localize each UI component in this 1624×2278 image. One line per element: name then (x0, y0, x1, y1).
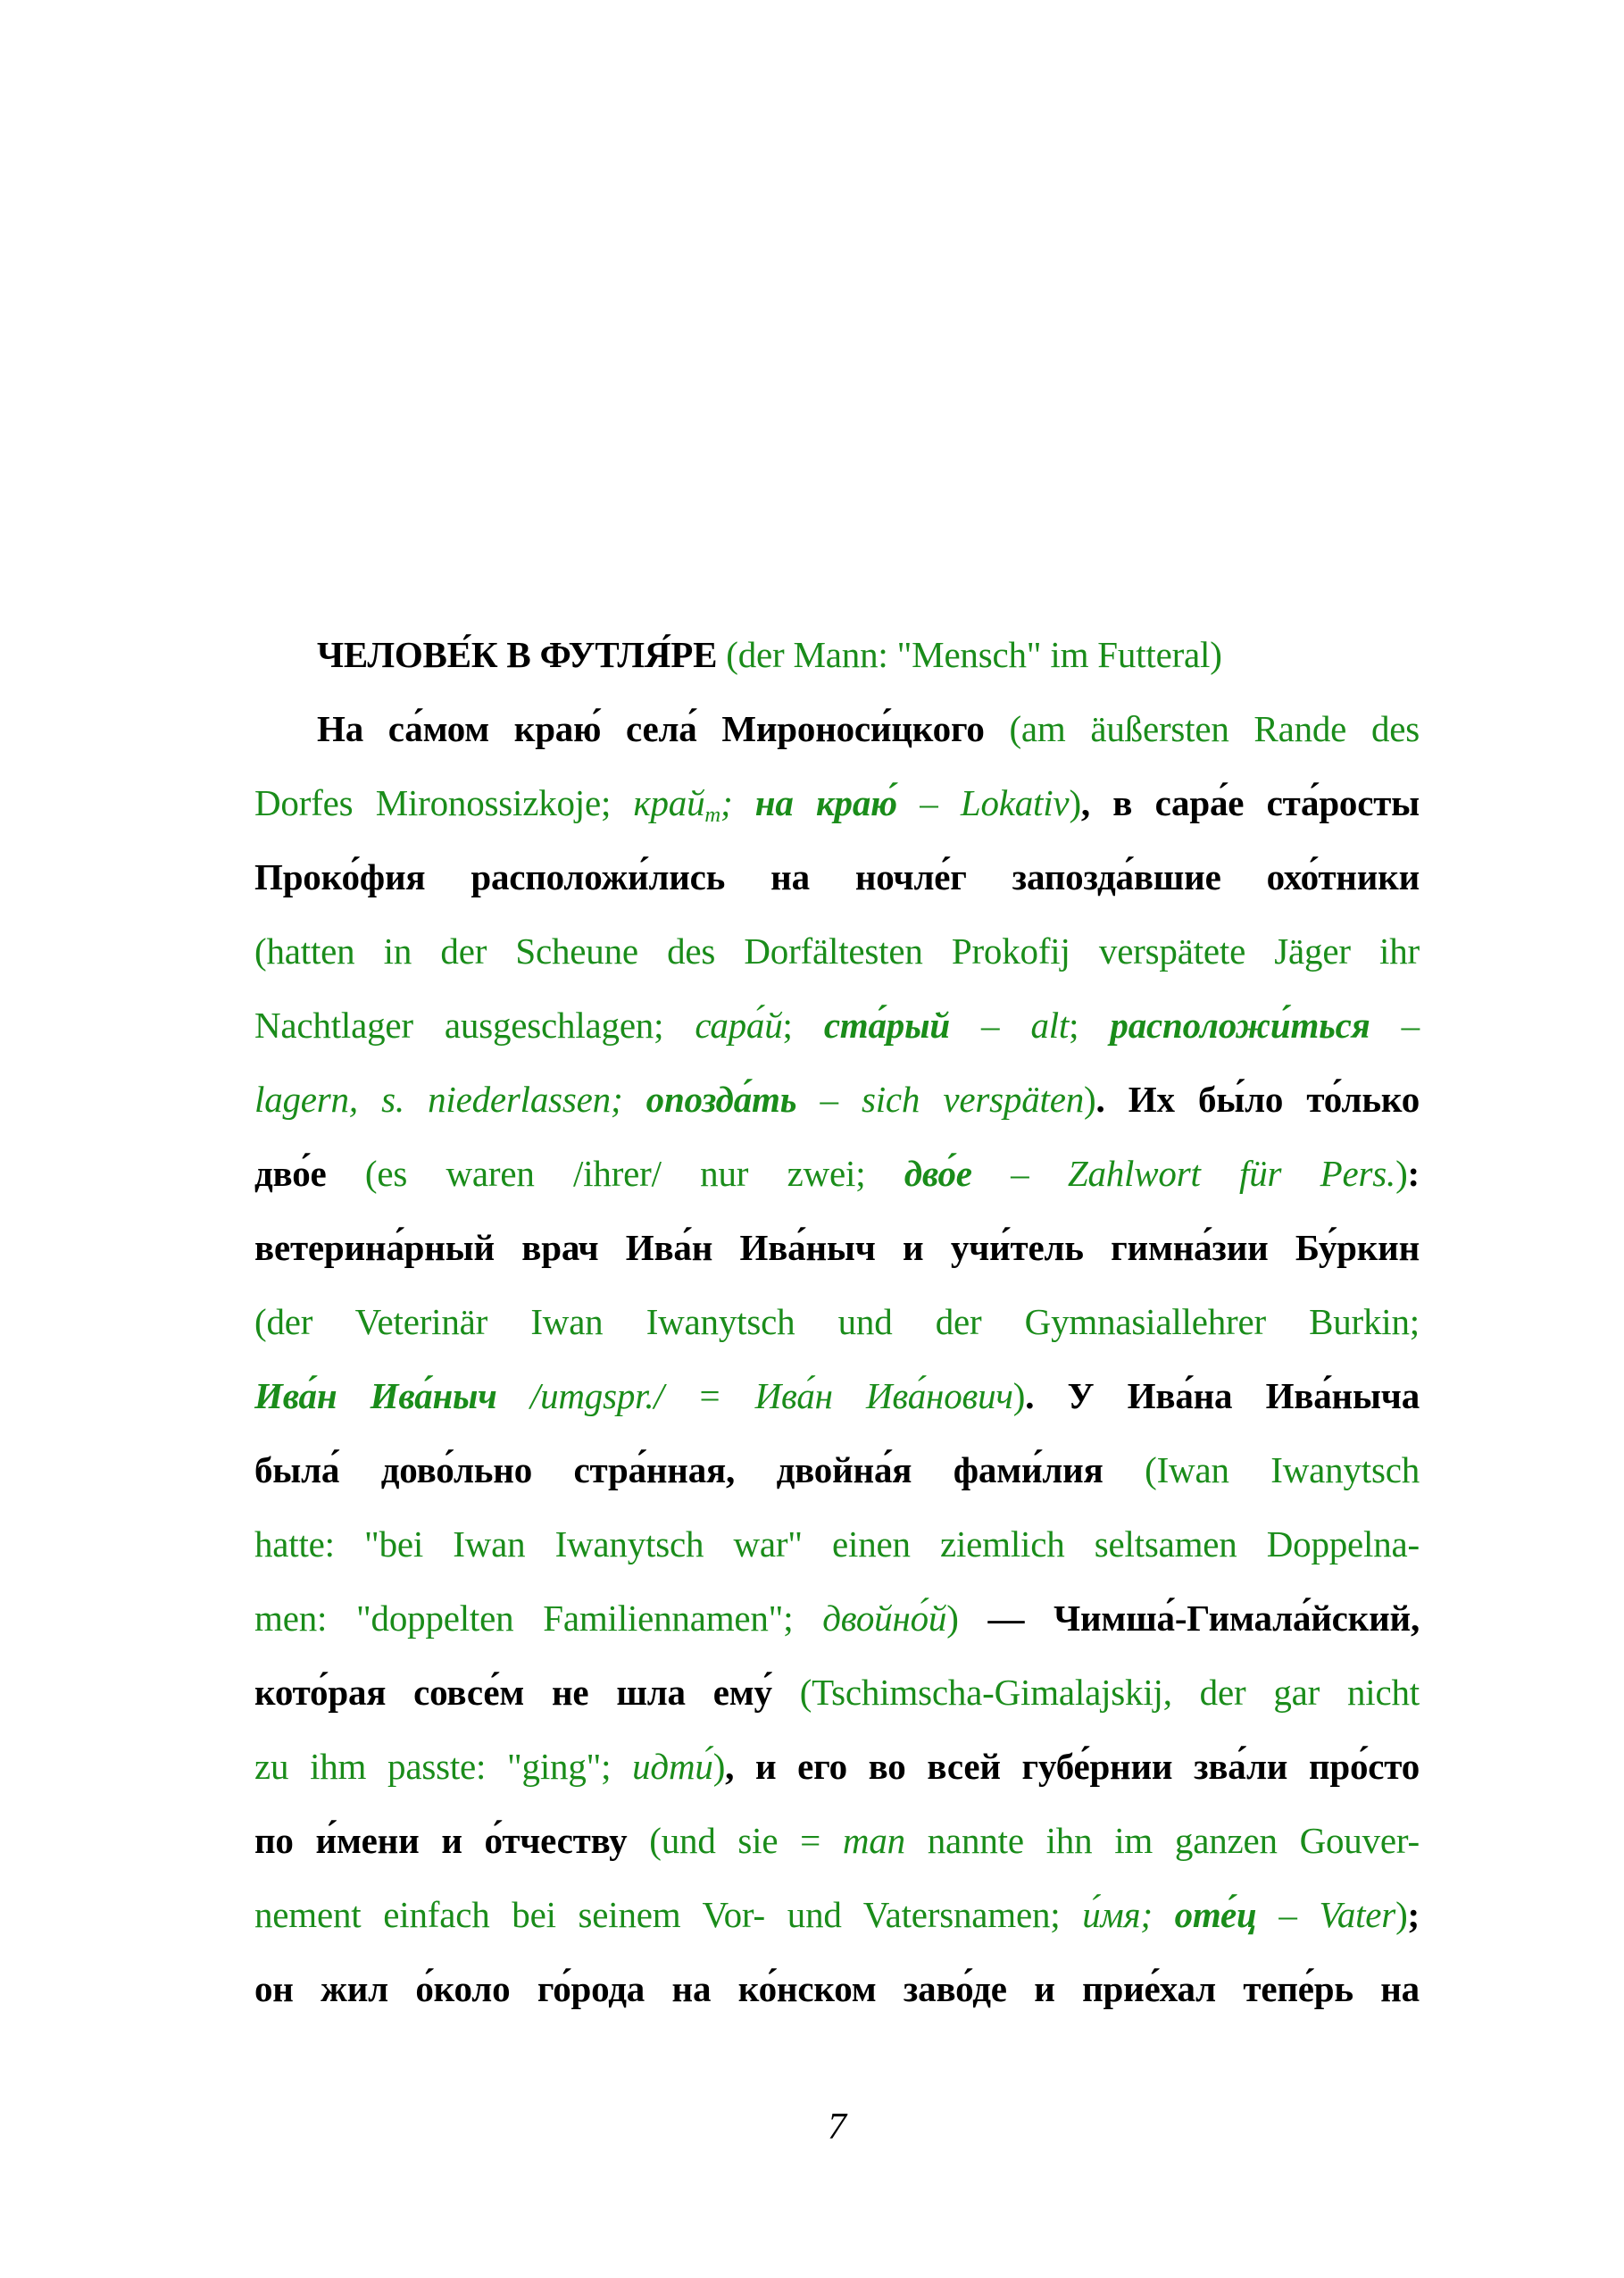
line-content (254, 1079, 1420, 1120)
line-content (254, 1894, 1420, 1935)
text-segment: (und sie = (649, 1820, 843, 1861)
text-segment: (der Veterinär Iwan Iwanytsch und der Gymnasiallehrer Burkin; (254, 1301, 1420, 1342)
body-line (254, 1878, 1420, 1952)
text-segment: . Их бы́ло то́лько (1095, 1079, 1420, 1120)
text-segment: На са́мом краю́ села́ Мироноси́цкого (317, 708, 1010, 749)
line-content (254, 1598, 1420, 1639)
text-segment: (der Mann: "Mensch" im Futteral) (726, 634, 1222, 675)
text-segment: (hatten in der Scheune des Dorfältesten Prokofij verspätete Jäger ihr (254, 930, 1420, 972)
body-line (254, 1211, 1420, 1285)
text-segment: сара́й (695, 1005, 783, 1046)
text-segment: alt (1030, 1005, 1070, 1046)
text-segment: дво́е (904, 1153, 972, 1194)
text-segment: (am äußersten Rande des (1009, 708, 1420, 749)
line-content (254, 1227, 1420, 1268)
body-line (254, 840, 1420, 914)
text-segment: ) (1395, 1153, 1408, 1194)
text-segment: он жил о́коло го́рода на ко́нском заво́де и прие́хал тепе́рь на (254, 1968, 1420, 2009)
text-segment: sich verspäten (861, 1079, 1085, 1120)
text-segment: ста́рый (823, 1005, 950, 1046)
text-segment: была́ дово́льно стра́нная, двойна́я фами́лия (254, 1449, 1145, 1490)
text-segment: ; (720, 782, 755, 823)
text-block (254, 618, 1420, 2026)
body-line (254, 692, 1420, 766)
line-content (254, 1005, 1420, 1046)
line-content (254, 782, 1420, 828)
text-segment: оте́ц (1174, 1894, 1257, 1935)
text-segment: Проко́фия расположи́лись на ночле́г запозда́вшие охо́тники (254, 856, 1420, 897)
text-segment: lagern, s. niederlassen; (254, 1079, 646, 1120)
text-segment: идти́ (632, 1746, 713, 1787)
body-line (254, 1433, 1420, 1507)
line-content (254, 1820, 1420, 1861)
text-segment: (Tschimscha-Gimalajskij, der gar nicht (799, 1672, 1420, 1713)
body-line (254, 1507, 1420, 1581)
text-segment: Ива́н Ива́ныч (254, 1375, 530, 1416)
line-content (317, 708, 1420, 749)
line-content (254, 856, 1420, 897)
line-content (254, 1375, 1420, 1416)
page-number: 7 (828, 2107, 846, 2148)
text-segment: man (842, 1820, 905, 1861)
line-content (254, 1746, 1420, 1787)
text-segment: ; (782, 1005, 824, 1046)
text-segment: по и́мени и о́тчеству (254, 1820, 650, 1861)
text-segment: zu ihm passte: "ging"; (254, 1746, 633, 1787)
text-segment: . У Ива́на Ива́ныча (1025, 1375, 1420, 1416)
text-segment: /umgspr./ = (529, 1375, 755, 1416)
text-segment: Vater (1319, 1894, 1396, 1935)
text-segment: расположи́ться (1110, 1005, 1370, 1046)
text-segment: край (633, 782, 705, 823)
body-line (254, 766, 1420, 840)
text-segment: – (949, 1005, 1031, 1046)
line-content (254, 1449, 1420, 1490)
text-segment: и́мя; (1082, 1894, 1175, 1935)
line-content (254, 1523, 1420, 1565)
body-line (254, 1063, 1420, 1137)
text-segment: двойно́й (822, 1598, 947, 1639)
text-segment: опозда́ть (645, 1079, 797, 1120)
body-line (254, 1730, 1420, 1804)
body-line (254, 989, 1420, 1063)
text-segment: men: "doppelten Familiennamen"; (254, 1598, 823, 1639)
body-line (254, 1581, 1420, 1656)
text-segment: nement einfach bei seinem Vor- und Vatersnamen; (254, 1894, 1083, 1935)
body-line (254, 914, 1420, 989)
text-segment: – (1370, 1005, 1420, 1046)
text-segment: , в сара́е ста́росты (1080, 782, 1420, 823)
text-segment: – (1256, 1894, 1320, 1935)
text-segment: Zahlwort für Pers. (1067, 1153, 1396, 1194)
text-segment: ) (1395, 1894, 1408, 1935)
text-segment: ; (1407, 1894, 1420, 1935)
text-segment: ; (1069, 1005, 1111, 1046)
text-segment: – (796, 1079, 862, 1120)
text-segment: Dorfes Mironossizkoje; (254, 782, 634, 823)
text-segment: на краю́ (754, 782, 897, 823)
line-content (254, 930, 1420, 972)
text-segment: – (971, 1153, 1068, 1194)
title-line (254, 618, 1420, 692)
gender-subscript: m (704, 803, 720, 828)
line-content (254, 1672, 1420, 1713)
body-line (254, 1804, 1420, 1878)
line-content (254, 1153, 1420, 1194)
body-line (254, 1285, 1420, 1359)
line-content (317, 634, 1222, 675)
text-segment: – (896, 782, 961, 823)
body-line (254, 1656, 1420, 1730)
text-segment: , и его во всей губе́рнии зва́ли про́сто (725, 1746, 1420, 1787)
text-segment: hatte: "bei Iwan Iwanytsch war" einen ziemlich seltsamen Doppelna- (254, 1523, 1420, 1565)
text-segment: ) (946, 1598, 959, 1639)
text-segment: ) (1012, 1375, 1026, 1416)
text-segment: дво́е (254, 1153, 365, 1194)
text-segment: — Чимша́-Гимала́йский, (958, 1598, 1420, 1639)
text-segment: Lokativ (960, 782, 1070, 823)
text-segment: ) (712, 1746, 726, 1787)
line-content (254, 1968, 1420, 2009)
text-segment: Ива́н Ива́нович (754, 1375, 1013, 1416)
text-segment: Nachtlager ausgeschlagen; (254, 1005, 695, 1046)
body-line (254, 1359, 1420, 1433)
body-line (254, 1952, 1420, 2026)
text-segment: ветерина́рный врач Ива́н Ива́ныч и учи́тель гимна́зии Бу́ркин (254, 1227, 1420, 1268)
text-segment: (Iwan Iwanytsch (1145, 1449, 1420, 1490)
text-segment: nannte ihn im ganzen Gouver- (904, 1820, 1420, 1861)
body-line (254, 1137, 1420, 1211)
text-segment: : (1407, 1153, 1420, 1194)
text-segment: кото́рая совсе́м не шла ему́ (254, 1672, 800, 1713)
text-segment: ) (1069, 782, 1081, 823)
text-segment: (es waren /ihrer/ nur zwei; (364, 1153, 904, 1194)
text-segment: ЧЕЛОВЕ́К В ФУТЛЯ́РЕ (317, 634, 727, 675)
line-content (254, 1301, 1420, 1342)
text-segment: ) (1084, 1079, 1096, 1120)
